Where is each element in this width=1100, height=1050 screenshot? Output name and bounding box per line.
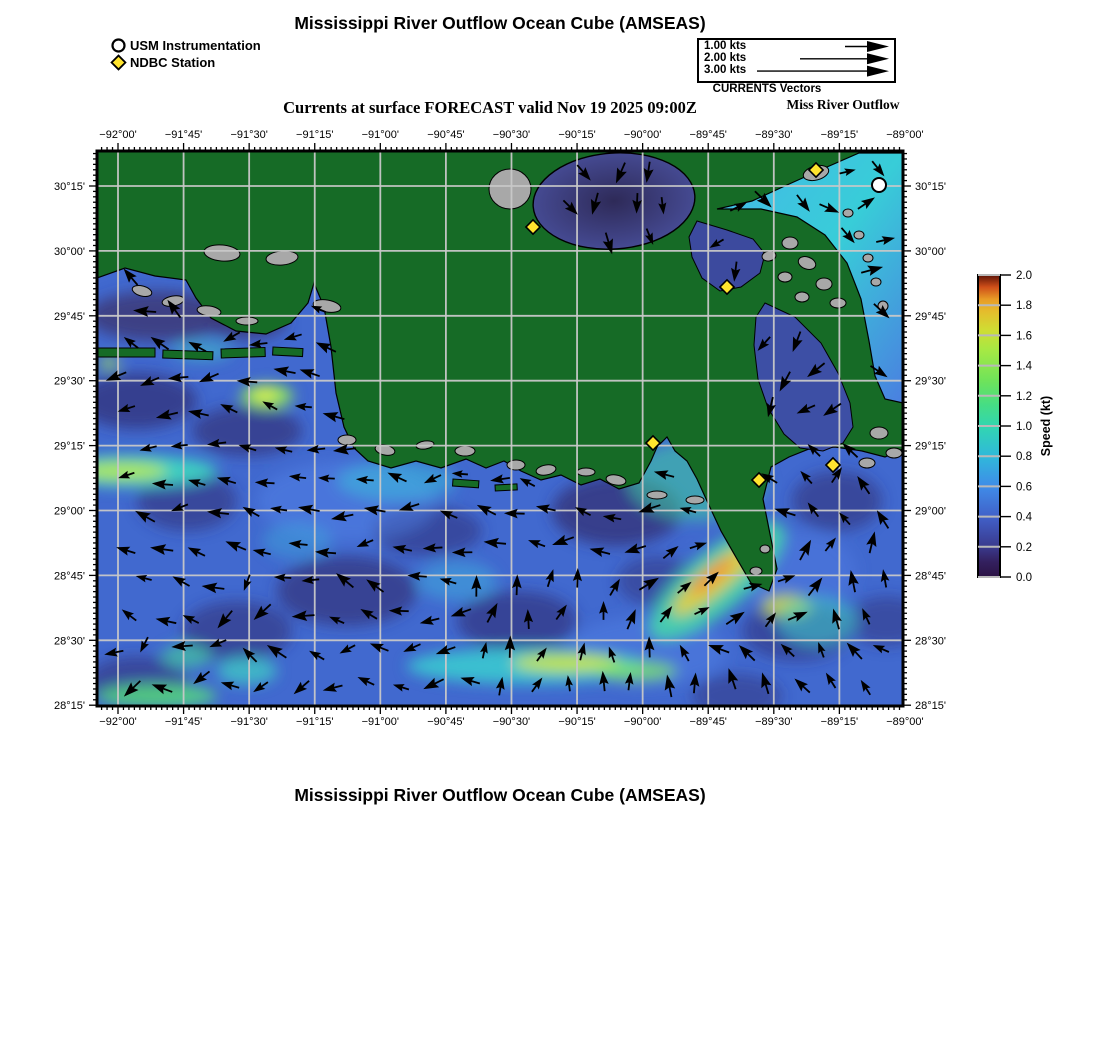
colorbar-tick-label: 0.0 bbox=[1016, 572, 1032, 584]
gray-land-patch bbox=[886, 448, 902, 458]
lat-tick-label-left: 28°15' bbox=[54, 700, 85, 713]
gray-land-patch bbox=[507, 460, 525, 470]
legend-ndbc-label: NDBC Station bbox=[130, 55, 216, 70]
legend-usm-label: USM Instrumentation bbox=[130, 38, 261, 53]
lon-tick-label-top: −91°45' bbox=[164, 129, 203, 141]
lon-tick-label-top: −91°30' bbox=[230, 129, 268, 141]
colorbar-tick-label: 0.2 bbox=[1016, 541, 1032, 554]
usm-instrumentation-marker bbox=[872, 178, 886, 192]
currents-vectors-caption: CURRENTS Vectors bbox=[712, 83, 822, 95]
colorbar-tick-label: 1.2 bbox=[1016, 390, 1032, 403]
lat-tick-label-left: 28°30' bbox=[54, 635, 85, 648]
lon-tick-label-bottom: −91°45' bbox=[164, 716, 203, 728]
colorbar-tick-label: 1.8 bbox=[1016, 300, 1032, 313]
gray-land-patch bbox=[854, 231, 864, 239]
vector-legend-3kt-label: 3.00 kts bbox=[704, 64, 747, 76]
lon-tick-label-bottom: −90°45' bbox=[427, 716, 465, 728]
lat-tick-label-left: 30°15' bbox=[54, 181, 85, 193]
lat-tick-label-right: 28°15' bbox=[915, 700, 946, 713]
lat-tick-label-left: 28°45' bbox=[54, 570, 85, 583]
lon-tick-label-top: −92°00' bbox=[99, 129, 137, 141]
gray-land-patch bbox=[830, 298, 846, 308]
colorbar-tick-label: 0.4 bbox=[1016, 511, 1032, 524]
gray-land-patch bbox=[455, 446, 475, 456]
gray-land-patch bbox=[778, 272, 792, 282]
gray-land-patch bbox=[795, 292, 809, 302]
gray-land-patch bbox=[782, 237, 798, 249]
barrier-island bbox=[97, 348, 155, 357]
lon-tick-label-bottom: −90°30' bbox=[492, 716, 531, 728]
barrier-island bbox=[495, 484, 517, 491]
lat-tick-label-right: 29°00' bbox=[915, 505, 946, 518]
gray-land-patch bbox=[750, 567, 762, 575]
gray-land-patch bbox=[843, 209, 853, 217]
lon-tick-label-top: −89°00' bbox=[886, 129, 924, 141]
colorbar-tick-label: 2.0 bbox=[1016, 270, 1032, 282]
lat-tick-label-right: 29°45' bbox=[915, 310, 946, 323]
lon-tick-label-top: −90°15' bbox=[558, 129, 596, 141]
lon-tick-label-top: −91°15' bbox=[296, 129, 334, 141]
lon-tick-label-bottom: −89°15' bbox=[820, 716, 859, 728]
gray-land-patch bbox=[686, 496, 704, 504]
lon-tick-label-bottom: −89°30' bbox=[755, 716, 793, 728]
forecast-subtitle: Currents at surface FORECAST valid Nov 19 2025 09:00Z bbox=[283, 98, 697, 117]
lat-tick-label-right: 28°45' bbox=[915, 570, 946, 583]
barrier-island bbox=[221, 347, 265, 358]
miss-river-outflow-label: Miss River Outflow bbox=[786, 97, 900, 112]
lat-tick-label-right: 29°30' bbox=[915, 375, 946, 388]
barrier-island bbox=[273, 347, 303, 357]
gray-land-patch bbox=[647, 491, 667, 499]
gray-land-patch bbox=[489, 169, 531, 209]
page-title: Mississippi River Outflow Ocean Cube (AMSEAS) bbox=[294, 13, 706, 33]
lon-tick-label-top: −89°30' bbox=[755, 129, 793, 141]
lat-tick-label-right: 29°15' bbox=[915, 440, 946, 453]
colorbar bbox=[978, 270, 1053, 584]
lon-tick-label-top: −89°15' bbox=[820, 129, 859, 141]
lon-tick-label-top: −90°00' bbox=[623, 129, 662, 141]
lat-tick-label-left: 29°15' bbox=[54, 440, 85, 453]
lat-tick-label-right: 30°00' bbox=[915, 245, 946, 258]
lon-tick-label-bottom: −90°15' bbox=[558, 716, 596, 728]
colorbar-tick-label: 1.4 bbox=[1016, 360, 1032, 373]
lon-tick-label-bottom: −91°15' bbox=[296, 716, 334, 728]
gray-land-patch bbox=[338, 435, 356, 445]
lon-tick-label-bottom: −91°00' bbox=[361, 716, 400, 728]
lat-tick-label-right: 30°15' bbox=[915, 181, 946, 193]
lon-tick-label-bottom: −89°45' bbox=[689, 716, 727, 728]
lon-tick-label-bottom: −90°00' bbox=[623, 716, 662, 728]
lat-tick-label-left: 29°00' bbox=[54, 505, 85, 518]
gray-land-patch bbox=[859, 458, 875, 468]
barrier-island bbox=[453, 479, 479, 488]
gray-land-patch bbox=[760, 545, 770, 553]
gray-land-patch bbox=[863, 254, 873, 262]
colorbar-tick-label: 0.6 bbox=[1016, 481, 1032, 494]
colorbar-tick-label: 0.8 bbox=[1016, 451, 1032, 464]
lat-tick-label-left: 29°30' bbox=[54, 375, 85, 388]
gray-land-patch bbox=[816, 278, 832, 290]
lon-tick-label-bottom: −92°00' bbox=[99, 716, 137, 728]
gray-land-patch bbox=[577, 468, 595, 476]
lat-tick-label-left: 29°45' bbox=[54, 310, 85, 323]
gray-land-patch bbox=[871, 278, 881, 286]
colorbar-tick-label: 1.6 bbox=[1016, 330, 1032, 343]
vector-legend-2kt-label: 2.00 kts bbox=[704, 52, 747, 64]
gray-land-patch bbox=[870, 427, 888, 439]
lon-tick-label-top: −90°30' bbox=[492, 129, 531, 141]
bottom-title: Mississippi River Outflow Ocean Cube (AMSEAS) bbox=[294, 785, 706, 805]
lon-tick-label-bottom: −91°30' bbox=[230, 716, 268, 728]
lat-tick-label-left: 30°00' bbox=[54, 245, 85, 258]
lon-tick-label-top: −89°45' bbox=[689, 129, 727, 141]
vector-legend-1kt-label: 1.00 kts bbox=[704, 40, 747, 52]
gray-land-patch bbox=[236, 317, 258, 325]
lon-tick-label-top: −90°45' bbox=[427, 129, 465, 141]
colorbar-axis-label: Speed (kt) bbox=[1039, 395, 1053, 457]
lon-tick-label-bottom: −89°00' bbox=[886, 716, 924, 728]
lat-tick-label-right: 28°30' bbox=[915, 635, 946, 648]
colorbar-tick-label: 1.0 bbox=[1016, 421, 1032, 433]
lon-tick-label-top: −91°00' bbox=[361, 129, 400, 141]
